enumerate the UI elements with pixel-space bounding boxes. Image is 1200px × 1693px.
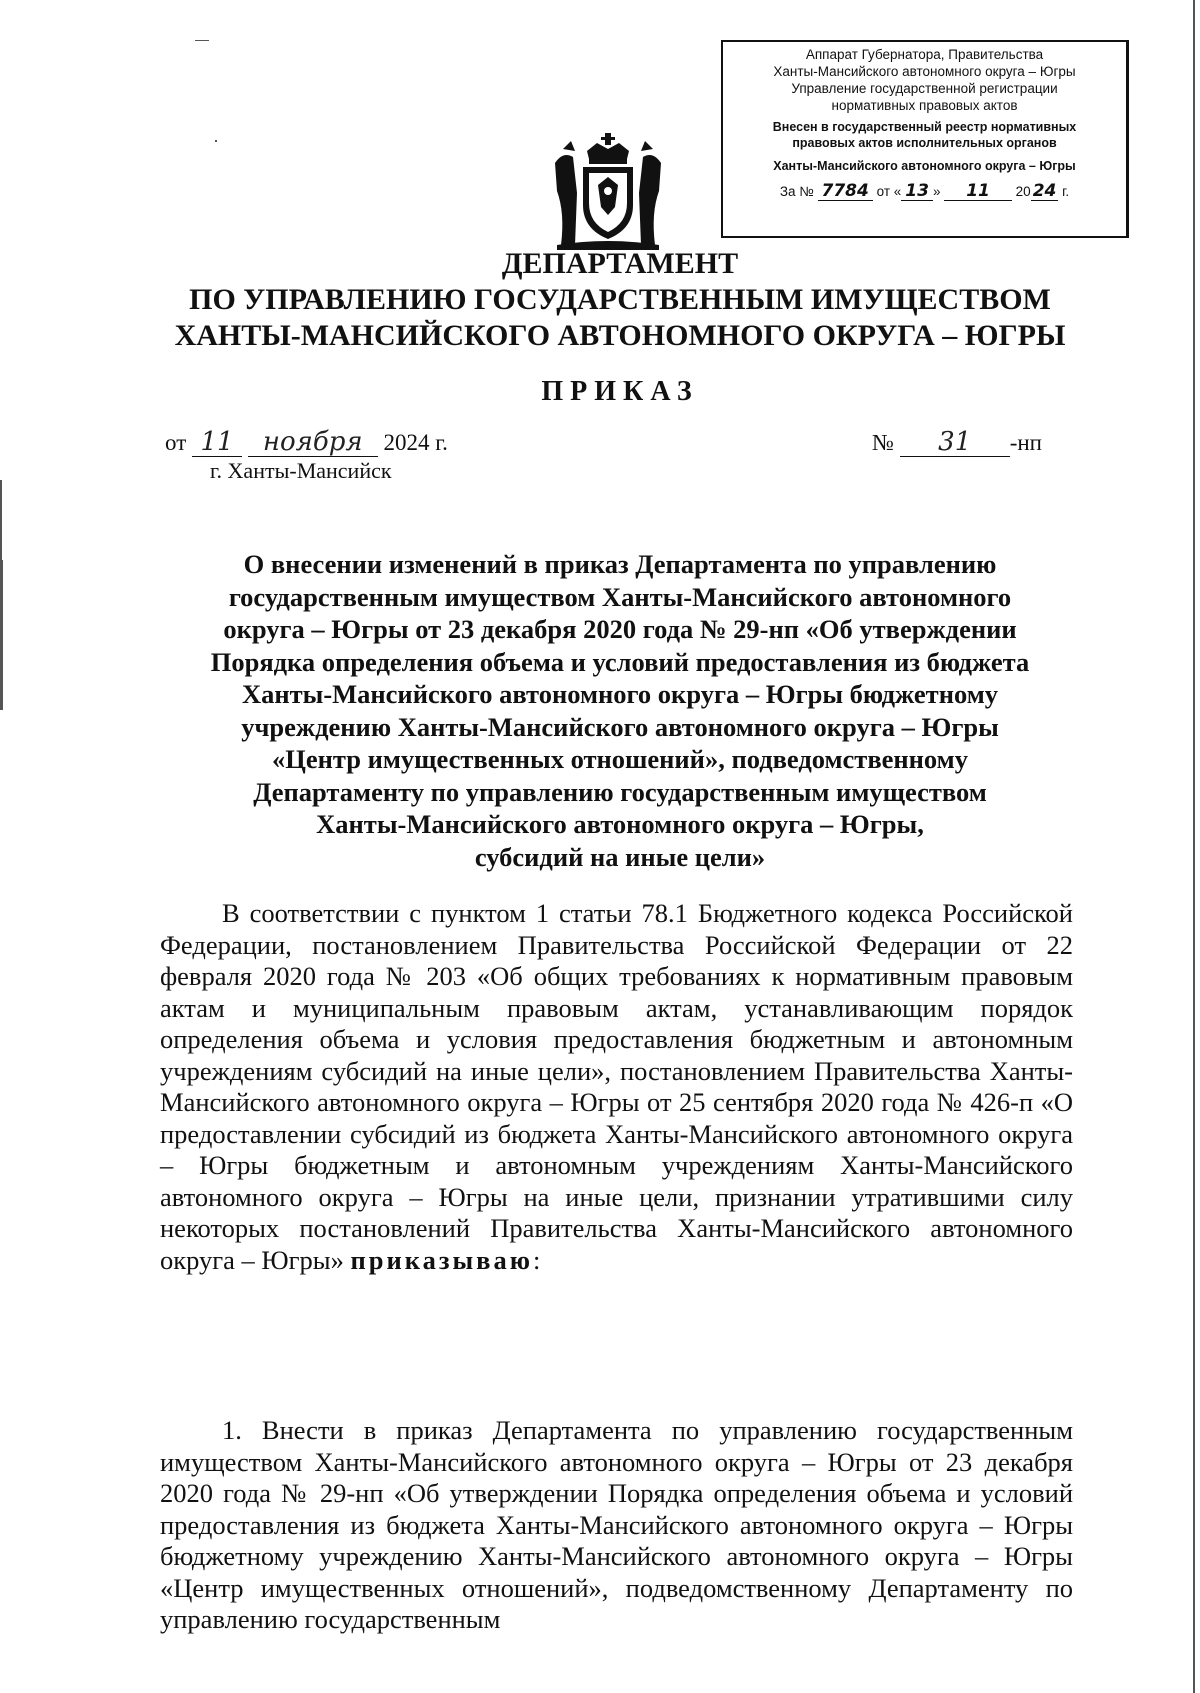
preamble-text: В соответствии с пунктом 1 статьи 78.1 Бюджетного кодекса Российской Федерации, постановлением Правительства Российской Федерации от 22 февраля 2020 года № 203 «Об общих требованиях к нормативным правовым актам и муниципальным правовым актам, устанавливающим порядок определения объема и условия предоставления бюджетным и автономным учреждениям субсидий на иные цели», постановлением Правительства Ханты-Мансийского автономного округа – Югры от 25 сентября 2020 года № 426-п «О предоставлении субсидий из бюджета Ханты-Мансийского автономного округа – Югры бюджетным и автономным учреждениям Ханты-Мансийского автономного округа – Югры на иные цели, признании утратившими силу некоторых постановлений Правительства Ханты-Мансийского автономного округа – Югры» — [160, 898, 1073, 1275]
subject-line: О внесении изменений в приказ Департамента по управлению — [243, 549, 997, 579]
order-city: г. Ханты-Мансийск — [210, 458, 392, 483]
stamp-date-close: » — [932, 184, 941, 199]
stamp-day: 13 — [901, 182, 933, 201]
department-title-line: ХАНТЫ-МАНСИЙСКОГО АВТОНОМНОГО ОКРУГА – ЮГРЫ — [174, 319, 1066, 352]
order-number-value: 31 — [900, 428, 1010, 457]
subject-line: округа – Югры от 23 декабря 2020 года № 29-нп «Об утверждении — [223, 614, 1017, 644]
subject-line: Порядка определения объема и условий предоставления из бюджета — [210, 646, 1030, 677]
order-item-1-text: 1. Внести в приказ Департамента по управлению государственным имуществом Ханты-Мансийского автономного округа – Югры от 23 декабря 2020 года № 29-нп «Об утверждении Порядка определения объема и условий предоставления из бюджета Ханты-Мансийского автономного округа – Югры бюджетному учреждению Ханты-Мансийского автономного округа – Югры «Центр имущественных отношений», подведомственному Департаменту по управлению государственным — [160, 1415, 1073, 1634]
subject-line: учреждению Ханты-Мансийского автономного округа – Югры — [241, 711, 999, 742]
preamble-end: : — [533, 1244, 541, 1275]
stamp-number-prefix: За № — [779, 184, 814, 199]
scan-mark — [0, 560, 3, 710]
stamp-year-prefix: 20 — [1015, 184, 1031, 199]
stamp-date-open: от « — [876, 184, 902, 199]
preamble-paragraph — [160, 898, 1073, 1276]
order-item-1 — [160, 1415, 1073, 1636]
subject-line: Департаменту по управлению государственным имуществом — [253, 776, 987, 807]
order-number — [872, 428, 1042, 457]
stamp-line: нормативных правовых актов — [831, 98, 1018, 113]
order-number-prefix: № — [872, 430, 894, 455]
stamp-registration-number-line — [723, 182, 1126, 201]
order-command: приказываю — [350, 1244, 533, 1275]
document-type-title: ПРИКАЗ — [541, 376, 699, 407]
coat-of-arms-emblem — [553, 133, 663, 251]
order-subject — [150, 548, 1090, 873]
order-date — [165, 428, 448, 457]
department-title — [0, 246, 1200, 354]
subject-line: Ханты-Мансийского автономного округа – Югры бюджетному — [241, 679, 999, 709]
stamp-year-suffix: 24 — [1032, 181, 1057, 201]
stamp-line: Аппарат Губернатора, Правительства — [805, 47, 1044, 62]
order-date-year: 2024 г. — [383, 430, 448, 455]
scan-mark — [215, 140, 217, 142]
stamp-year-unit: г. — [1062, 184, 1070, 199]
department-title-line: ПО УПРАВЛЕНИЮ ГОСУДАРСТВЕННЫМ ИМУЩЕСТВОМ — [189, 283, 1051, 316]
order-date-prefix: от — [165, 430, 187, 455]
stamp-entered-line: правовых актов исполнительных органов — [792, 136, 1057, 150]
registration-stamp — [721, 40, 1129, 238]
order-date-month: ноября — [248, 428, 378, 457]
stamp-number-value: 7784 — [818, 182, 873, 201]
stamp-line: Ханты-Мансийского автономного округа – Югры — [773, 64, 1076, 79]
stamp-region-line: Ханты-Мансийского автономного округа – Югры — [773, 159, 1076, 173]
order-number-suffix: -нп — [1009, 430, 1042, 455]
stamp-line: Управление государственной регистрации — [791, 81, 1058, 96]
subject-line: «Центр имущественных отношений», подведомственному — [272, 744, 968, 774]
subject-line: Ханты-Мансийского автономного округа – Югры, — [316, 809, 924, 839]
subject-line: субсидий на иные цели» — [474, 841, 766, 872]
subject-line: государственным имуществом Ханты-Мансийского автономного — [228, 581, 1012, 612]
order-date-day: 11 — [192, 428, 242, 457]
stamp-month: 11 — [944, 182, 1012, 201]
department-title-line: ДЕПАРТАМЕНТ — [501, 247, 739, 280]
scan-mark — [195, 40, 209, 41]
stamp-entered-line: Внесен в государственный реестр нормативных — [772, 120, 1077, 134]
